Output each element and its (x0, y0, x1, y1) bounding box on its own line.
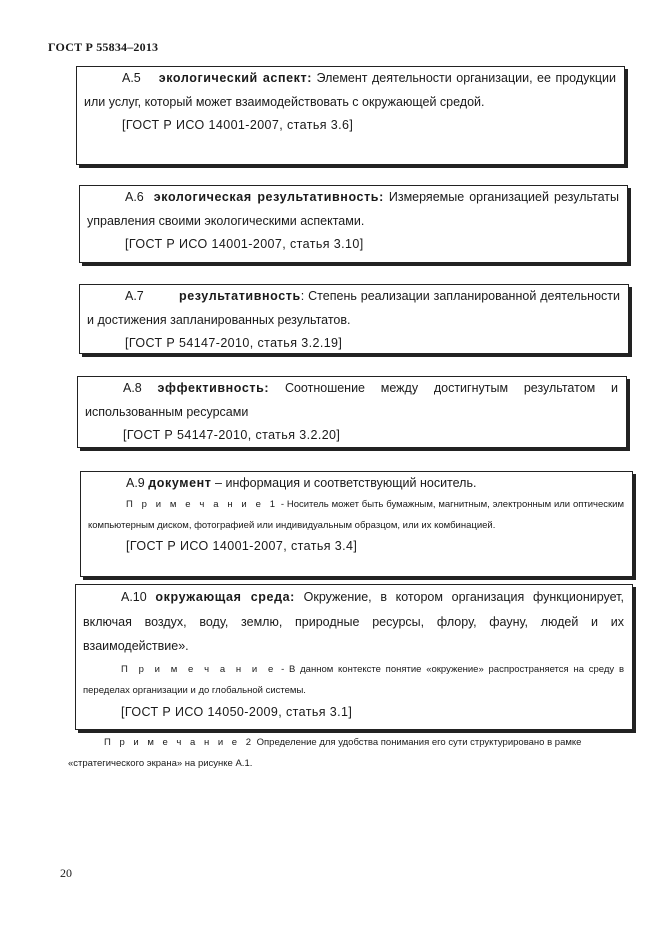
entry-text-first: : Степень реализации запланированной (300, 289, 537, 303)
page-number: 20 (60, 866, 72, 880)
entry-text-rest: деятельности и достижения запланированных результатов. (87, 289, 620, 327)
entry-reference: [ГОСТ Р ИСО 14001-2007, статья 3.4] (126, 539, 358, 553)
entry-a6-definition (87, 186, 619, 233)
entry-a10-box (75, 584, 633, 730)
entry-number: А.7 (125, 289, 144, 303)
entry-a5-definition (84, 67, 616, 114)
entry-number: А.10 (121, 590, 147, 604)
entry-a7-definition (87, 285, 620, 332)
entry-reference: [ГОСТ Р 54147-2010, статья 3.2.19] (125, 336, 343, 350)
note-text: - В данном контексте понятие «окружение» распространяется на среду в переделах организации и до глобальной системы. (83, 663, 625, 696)
entry-term: эффективность: (157, 381, 270, 395)
entry-reference: [ГОСТ Р ИСО 14001-2007, статья 3.6] (122, 118, 354, 132)
entry-a9-box (80, 471, 633, 577)
note-label: П р и м е ч а н и е 2 (104, 737, 254, 748)
entry-text-first: Окружение, в котором организация функционирует, (303, 590, 624, 604)
entry-reference: [ГОСТ Р ИСО 14050-2009, статья 3.1] (121, 704, 353, 719)
entry-text-rest: продукции или услуг, который может взаимодействовать с окружающей средой. (84, 71, 616, 109)
entry-number: А.6 (125, 190, 144, 204)
entry-number: А.8 (123, 381, 142, 395)
entry-a6-box (79, 185, 628, 263)
entry-term: документ (148, 476, 212, 490)
entry-a8-box (77, 376, 627, 448)
note-text: Определение для удобства понимания его сути структурировано в рамке «стратегического экрана» на рисунке А.1. (68, 737, 582, 769)
entry-text-first: Измеряемые организацией (388, 190, 549, 204)
entry-number: А.9 (126, 476, 145, 490)
entry-a5-box (76, 66, 625, 165)
entry-term: результативность (179, 289, 301, 303)
entry-text-first: Соотношение между достигнутым результатом и (284, 381, 618, 395)
entry-a10-definition (83, 585, 624, 659)
entry-text-rest: использованным ресурсами (85, 404, 249, 419)
entry-term: экологический аспект: (158, 71, 313, 85)
entry-a10-note (83, 659, 624, 701)
note-label: П р и м е ч а н и е (121, 663, 277, 675)
entry-number: А.5 (122, 71, 141, 85)
entry-a8-definition (85, 377, 618, 424)
entry-a9-definition (88, 472, 624, 494)
entry-reference: [ГОСТ Р ИСО 14001-2007, статья 3.10] (125, 237, 364, 251)
entry-text-first: – информация и соответствующий носитель. (215, 476, 477, 490)
bottom-note (68, 732, 628, 774)
standard-header: ГОСТ Р 55834–2013 (48, 40, 159, 54)
entry-a9-note (88, 494, 624, 536)
entry-a7-box (79, 284, 629, 354)
entry-text-rest: результаты управления своими экологическими аспектами. (87, 190, 619, 228)
entry-term: экологическая результативность: (153, 190, 384, 204)
note-label: П р и м е ч а н и е 1 (126, 499, 278, 510)
entry-text-rest: включая воздух, воду, землю, природные ресурсы, флору, фауну, людей и их взаимодействие». (83, 614, 624, 653)
entry-term: окружающая среда: (155, 590, 295, 604)
entry-reference: [ГОСТ Р 54147-2010, статья 3.2.20] (123, 428, 341, 442)
note-text: - Носитель может быть бумажным, магнитным, электронным или оптическим компьютерным диском, фотографией или индивидуальным образцом, или их комбинацией. (88, 499, 625, 531)
entry-text-first: Элемент деятельности организации, ее (316, 71, 551, 85)
